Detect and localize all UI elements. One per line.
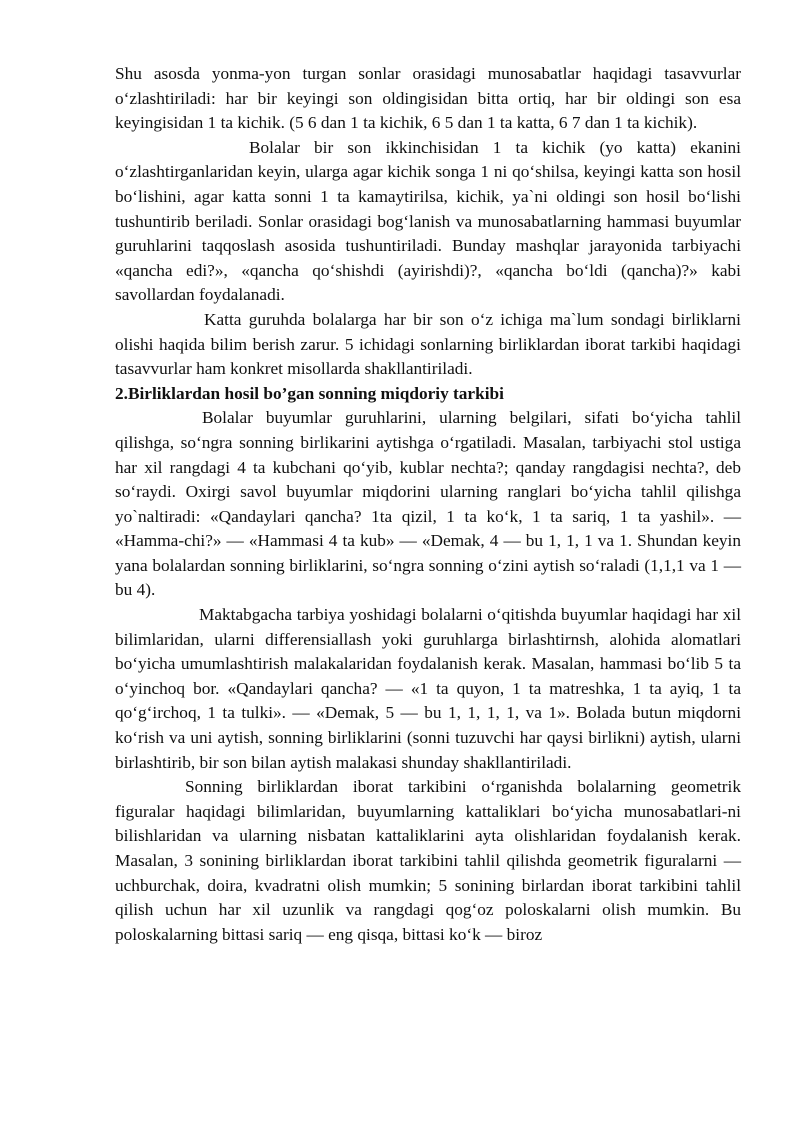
paragraph-adjacent-numbers: Shu asosda yonma-yon turgan sonlar orasidagi munosabatlar haqidagi tasavvurlar oʻzlashtiriladi: har bir keyingi son oldingisidan bitta ortiq, har bir oldingi son esa keyingisidan 1 ta kichik. (5 6 dan 1 ta kichik, 6 5 dan 1 ta katta, 6 7 dan 1 ta kichik). [115, 64, 741, 133]
paragraph-geometric-figures: Sonning birliklardan iborat tarkibini oʻrganishda bolalarning geometrik figuralar haqidagi bilimlaridan, buyumlarning kattaliklari boʻyicha munosabatlari-ni bilishlaridan va ularning nisbatan kattaliklarini ayta olishlaridan foydalanish kerak. Masalan, 3 sonining birliklardan iborat tarkibini tahlil qilishda geometrik figuralarni — uchburchak, doira, kvadratni olish mumkin; 5 sonining birlardan iborat tarkibini tahlil qilish uchun har xil uzunlik va rangdagi qogʻoz poloskalarni olish mumkin. Bu poloskalarning bittasi sariq — eng qisqa, bittasi koʻk — biroz [115, 777, 741, 944]
paragraph-toys-example: Maktabgacha tarbiya yoshidagi bolalarni oʻqitishda buyumlar haqidagi har xil bilimlaridan, ularni differensiallash yoki guruhlarga birlashtirnsh, alohida alomatlari boʻyicha umumlashtirish malakalaridan foydalanish kerak. Masalan, hammasi boʻlib 5 ta oʻyinchoq bor. «Qandaylari qancha? — «1 ta quyon, 1 ta matreshka, 1 ta ayiq, 1 ta qoʻgʻirchoq, 1 ta tulki». — «Demak, 5 — bu 1, 1, 1, 1, va 1». Bolada butun miqdorni koʻrish va uni aytish, sonning birliklarini (sonni tuzuvchi har qaysi birlikni) aytish, ularni birlashtirib, bir son bilan aytish malakasi shunday shakllantiriladi. [115, 605, 741, 772]
paragraph-older-group-units: Katta guruhda bolalarga har bir son oʻz ichiga ma`lum sondagi birliklarni olishi haqida bilim berish zarur. 5 ichidagi sonlarning birliklardan iborat tarkibi haqidagi tasavvurlar ham konkret misollarda shakllantiriladi. [115, 309, 741, 379]
paragraph-one-less-one-more: Bolalar bir son ikkinchisidan 1 ta kichik (yo katta) ekanini oʻzlashtirganlaridan keyin, ularga agar kichik songa 1 ni qoʻshilsa, keyingi katta son hosil boʻlishini, agar katta sonni 1 ta kamaytirilsa, kichik, ya`ni oldingi son hosil boʻlishi tushuntirib beriladi. Sonlar orasidagi bogʻlanish va munosabatlarning hammasi buyumlar guruhlarini taqqoslash asosida tushuntiriladi. Bunday mashqlar jarayonida tarbiyachi «qancha edi?», «qancha qoʻshishdi (ayirishdi)?, «qancha boʻldi (qancha)?» kabi savollardan foydalanadi. [115, 137, 741, 305]
document-page [115, 62, 741, 947]
section-heading: 2.Birliklardan hosil bo’gan sonning miqdoriy tarkibi [115, 383, 504, 403]
paragraph-cubes-example: Bolalar buyumlar guruhlarini, ularning belgilari, sifati boʻyicha tahlil qilishga, soʻngra sonning birlikarini aytishga oʻrgatiladi. Masalan, tarbiyachi stol ustiga har xil rangdagi 4 ta kubchani qoʻyib, kublar nechta?; qanday rangdagisi nechta?, deb soʻraydi. Oxirgi savol buyumlar miqdorini ularning ranglari boʻyicha tahlil qilishga yo`naltiradi: «Qandaylari qancha? 1ta qizil, 1 ta koʻk, 1 ta sariq, 1 ta yashil». — «Hamma-chi?» — «Hammasi 4 ta kub» — «Demak, 4 — bu 1, 1, 1 va 1. Shundan keyin yana bolalardan sonning birliklarini, soʻngra sonning oʻzini aytish soʻraladi (1,1,1 va 1 — bu 4). [115, 408, 741, 600]
